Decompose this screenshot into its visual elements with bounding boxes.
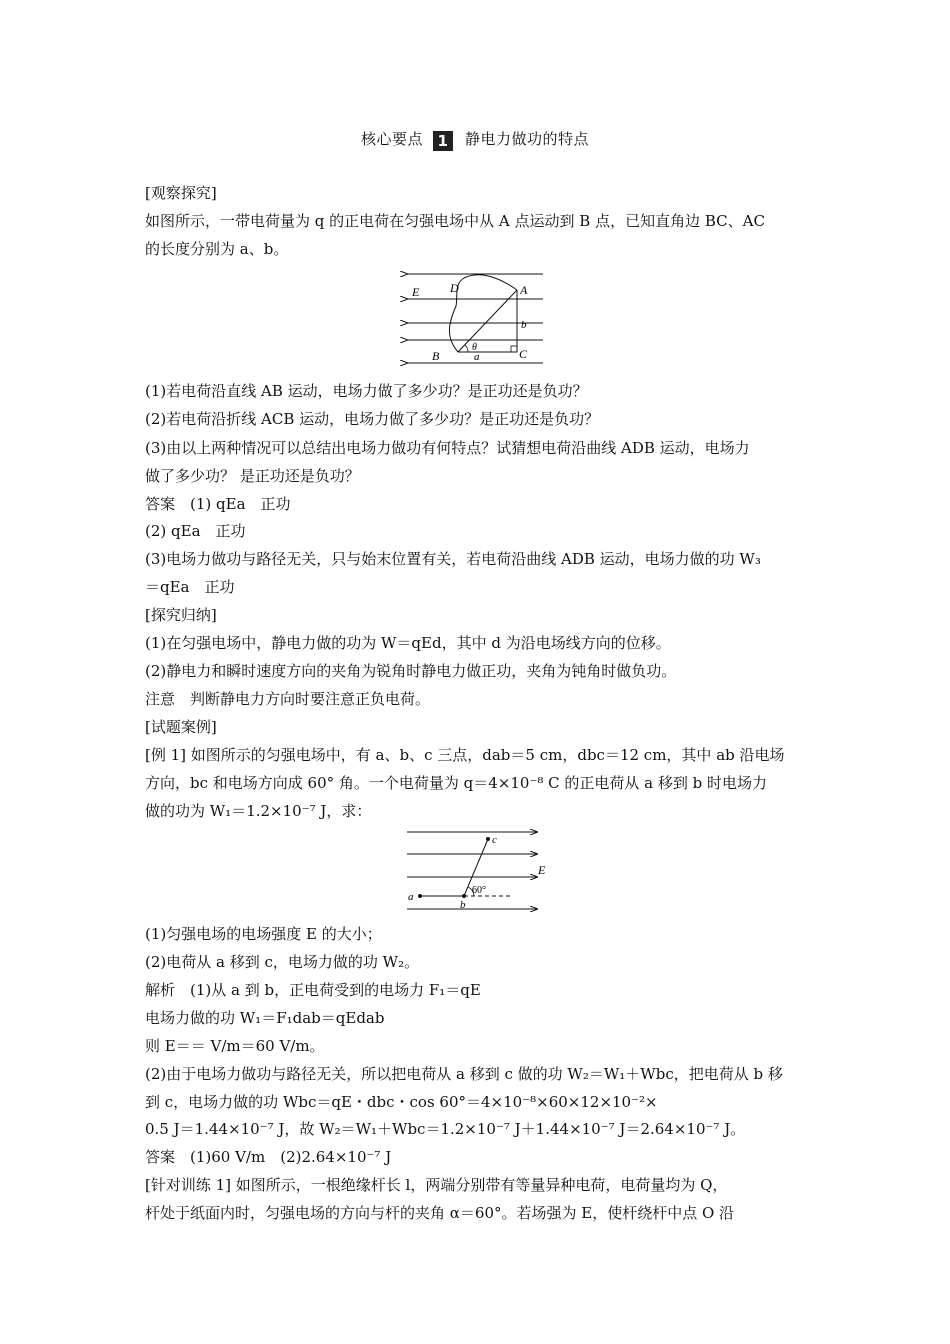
label-b: b xyxy=(460,899,466,911)
solution-line4: (2)由于电场力做功与路径无关，所以把电荷从 a 移到 c 做的功 W₂＝W₁＋Wbc，把电荷从 b 移 xyxy=(145,1065,783,1083)
theta-arc xyxy=(465,345,468,352)
label-theta: θ xyxy=(472,342,477,353)
title-right: 静电力做功的特点 xyxy=(465,130,590,148)
example-question-2: (2)电荷从 a 移到 c，电场力做的功 W₂。 xyxy=(145,953,420,971)
label-B: B xyxy=(432,349,440,363)
point-b xyxy=(462,894,466,898)
answer-3-line1: (3)电场力做功与路径无关，只与始末位置有关，若电荷沿曲线 ADB 运动，电场力做的功 W₃ xyxy=(145,550,761,568)
observe-intro-line1: 如图所示，一带电荷量为 q 的正电荷在匀强电场中从 A 点运动到 B 点，已知直角边 BC、AC xyxy=(145,212,765,230)
section-title xyxy=(0,128,950,151)
example-line3: 做的功为 W₁＝1.2×10⁻⁷ J，求： xyxy=(145,802,372,820)
title-left: 核心要点 xyxy=(360,130,423,148)
example-question-1: (1)匀强电场的电场强度 E 的大小； xyxy=(145,925,382,943)
label-b: b xyxy=(521,319,527,331)
answer-1: 答案 (1) qEa 正功 xyxy=(145,495,291,513)
solution-line2: 电场力做的功 W₁＝F₁dab＝qEdab xyxy=(145,1009,385,1027)
field-lines-right xyxy=(407,832,538,909)
label-a: a xyxy=(408,891,414,903)
answer-3-line2: ＝qEa 正功 xyxy=(145,578,235,596)
label-A: A xyxy=(520,283,528,297)
section-number-badge: 1 xyxy=(433,131,453,151)
example-heading: [试题案例] xyxy=(145,718,217,736)
example-line1: [例 1] 如图所示的匀强电场中，有 a、b、c 三点，dab＝5 cm，dbc＝12 cm，其中 ab 沿电场 xyxy=(145,746,785,764)
figure-uniform-field-abc xyxy=(400,826,550,918)
summary-note: 注意 判断静电力方向时要注意正负电荷。 xyxy=(145,690,431,708)
question-3-line2: 做了多少功？ 是正功还是负功？ xyxy=(145,467,360,485)
solution-line1: 解析 (1)从 a 到 b，正电荷受到的电场力 F₁＝qE xyxy=(145,981,481,999)
point-a xyxy=(418,894,422,898)
label-c: c xyxy=(492,834,497,846)
question-2: (2)若电荷沿折线 ACB 运动，电场力做了多少功？是正功还是负功？ xyxy=(145,410,600,428)
label-D: D xyxy=(450,281,459,295)
point-c xyxy=(486,837,490,841)
solution-line5: 到 c，电场力做的功 Wbc＝qE・dbc・cos 60°＝4×10⁻⁸×60×12×10⁻²× xyxy=(145,1093,658,1111)
observe-heading: [观察探究] xyxy=(145,184,217,202)
right-angle-mark xyxy=(511,346,517,352)
label-E: E xyxy=(412,285,420,299)
label-C: C xyxy=(519,347,528,361)
summary-point-1: (1)在匀强电场中，静电力做的功为 W＝qEd，其中 d 为沿电场线方向的位移。 xyxy=(145,634,671,652)
figure-field-triangle xyxy=(400,268,550,368)
solution-line3: 则 E＝＝ V/m＝60 V/m。 xyxy=(145,1037,325,1055)
label-angle: 60° xyxy=(472,885,486,896)
example-line2: 方向，bc 和电场方向成 60° 角。一个电荷量为 q＝4×10⁻⁸ C 的正电荷从 a 移到 b 时电场力 xyxy=(145,774,768,792)
label-a: a xyxy=(474,351,480,363)
observe-intro-line2: 的长度分别为 a、b。 xyxy=(145,240,289,258)
summary-heading: [探究归纳] xyxy=(145,606,217,624)
training-line1: [针对训练 1] 如图所示，一根绝缘杆长 l，两端分别带有等量异种电荷，电荷量均为 Q， xyxy=(145,1176,728,1194)
solution-line6: 0.5 J＝1.44×10⁻⁷ J，故 W₂＝W₁＋Wbc＝1.2×10⁻⁷ J＋1.44×10⁻⁷ J＝2.64×10⁻⁷ J。 xyxy=(145,1120,746,1138)
label-E: E xyxy=(538,863,546,877)
training-line2: 杆处于纸面内时，匀强电场的方向与杆的夹角 α＝60°。若场强为 E，使杆绕杆中点 O 沿 xyxy=(145,1204,735,1222)
summary-point-2: (2)静电力和瞬时速度方向的夹角为锐角时静电力做正功，夹角为钝角时做负功。 xyxy=(145,662,677,680)
solution-answer: 答案 (1)60 V/m (2)2.64×10⁻⁷ J xyxy=(145,1148,392,1166)
answer-2: (2) qEa 正功 xyxy=(145,522,246,540)
question-3-line1: (3)由以上两种情况可以总结出电场力做功有何特点？试猜想电荷沿曲线 ADB 运动，电场力 xyxy=(145,439,750,457)
question-1: (1)若电荷沿直线 AB 运动，电场力做了多少功？是正功还是负功？ xyxy=(145,382,588,400)
